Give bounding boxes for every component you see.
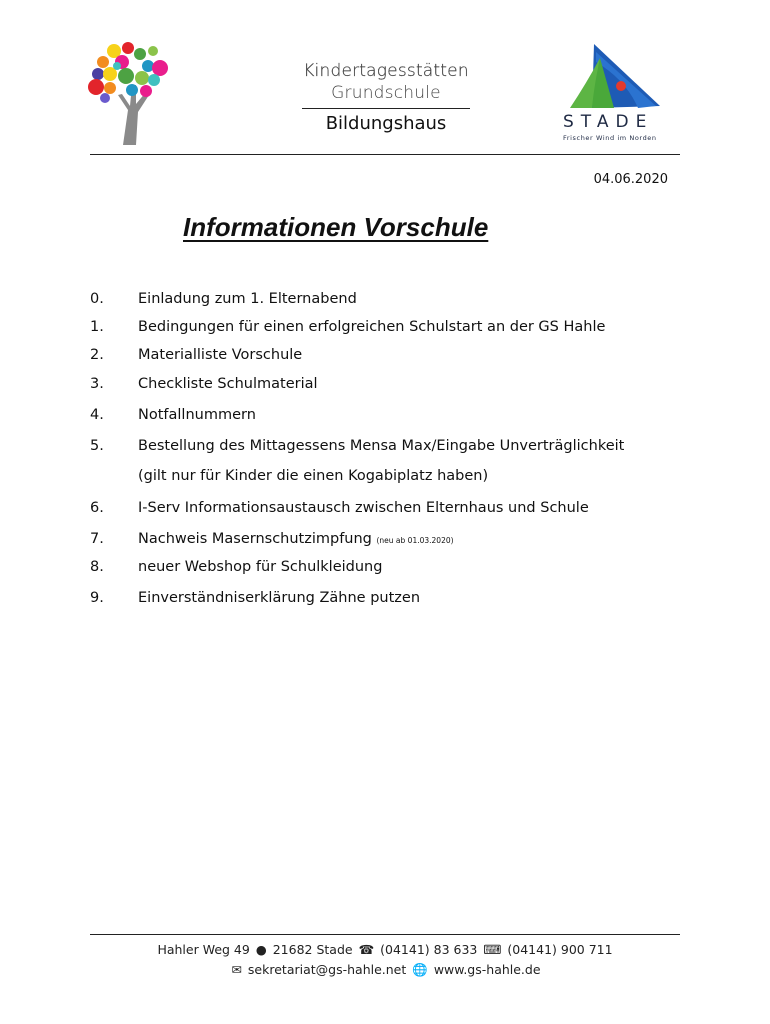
list-item	[90, 432, 680, 460]
school-tree-logo	[88, 40, 178, 145]
item-number: 0.	[90, 291, 104, 307]
fax-icon: ⌨	[483, 942, 502, 957]
list-item	[90, 401, 680, 429]
list-item	[90, 341, 680, 369]
document-title: Informationen Vorschule	[183, 212, 489, 242]
info-list	[90, 285, 680, 606]
phone-icon: ☎	[358, 942, 375, 957]
item-text: Materialliste Vorschule	[138, 347, 303, 363]
list-item	[90, 494, 680, 522]
header-bildungshaus: Bildungshaus	[325, 113, 447, 134]
item-text: (gilt nur für Kinder die einen Kogabiplatz haben)	[138, 468, 489, 484]
item-number: 7.	[90, 531, 104, 547]
list-item	[90, 553, 680, 581]
list-item-continuation	[90, 462, 680, 490]
list-item	[90, 525, 680, 553]
list-item	[90, 313, 680, 341]
item-number: 3.	[90, 376, 104, 392]
item-text: Checkliste Schulmaterial	[138, 376, 318, 392]
item-text-wrap	[138, 525, 454, 555]
item-text: Einladung zum 1. Elternabend	[138, 291, 357, 307]
footer-web[interactable]: www.gs-hahle.de	[433, 962, 541, 977]
footer-line-contact	[90, 960, 680, 980]
header-kitas: Kindertagesstätten	[303, 61, 469, 81]
item-text: Bestellung des Mittagessens Mensa Max/Eingabe Unverträglichkeit	[138, 438, 625, 454]
footer-email[interactable]: sekretariat@gs-hahle.net	[247, 962, 407, 977]
school-header	[296, 60, 476, 135]
item-text: Notfallnummern	[138, 407, 256, 423]
stade-wordmark: STADE	[563, 112, 654, 132]
list-item	[90, 584, 680, 612]
footer-fax: (04141) 900 711	[507, 942, 613, 957]
item-number: 9.	[90, 590, 104, 606]
item-text: neuer Webshop für Schulkleidung	[138, 559, 383, 575]
mail-icon: ✉	[231, 962, 242, 977]
stade-slogan: Frischer Wind im Norden	[563, 134, 657, 142]
footer-line-address	[90, 940, 680, 960]
globe-icon: 🌐	[412, 962, 428, 977]
item-text: Einverständniserklärung Zähne putzen	[138, 590, 421, 606]
item-text: Bedingungen für einen erfolgreichen Schulstart an der GS Hahle	[138, 319, 606, 335]
list-item	[90, 285, 680, 313]
item-text: Nachweis Masernschutzimpfung	[138, 531, 372, 547]
document-date: 04.06.2020	[593, 172, 668, 187]
header-grundschule: Grundschule	[331, 83, 441, 103]
header-rule	[90, 154, 680, 155]
footer-street: Hahler Weg 49	[157, 942, 250, 957]
bullet-icon: ●	[255, 942, 267, 957]
item-number: 5.	[90, 438, 104, 454]
footer-rule	[90, 934, 680, 935]
item-number: 4.	[90, 407, 104, 423]
item-number: 6.	[90, 500, 104, 516]
header-divider	[302, 108, 470, 109]
footer-city: 21682 Stade	[272, 942, 353, 957]
item-text: I-Serv Informationsaustausch zwischen Elternhaus und Schule	[138, 500, 589, 516]
item-number: 1.	[90, 319, 104, 335]
item-number: 2.	[90, 347, 104, 363]
footer	[90, 940, 680, 980]
list-item	[90, 370, 680, 398]
footer-phone: (04141) 83 633	[380, 942, 478, 957]
item-note: (neu ab 01.03.2020)	[376, 536, 454, 545]
item-number: 8.	[90, 559, 104, 575]
